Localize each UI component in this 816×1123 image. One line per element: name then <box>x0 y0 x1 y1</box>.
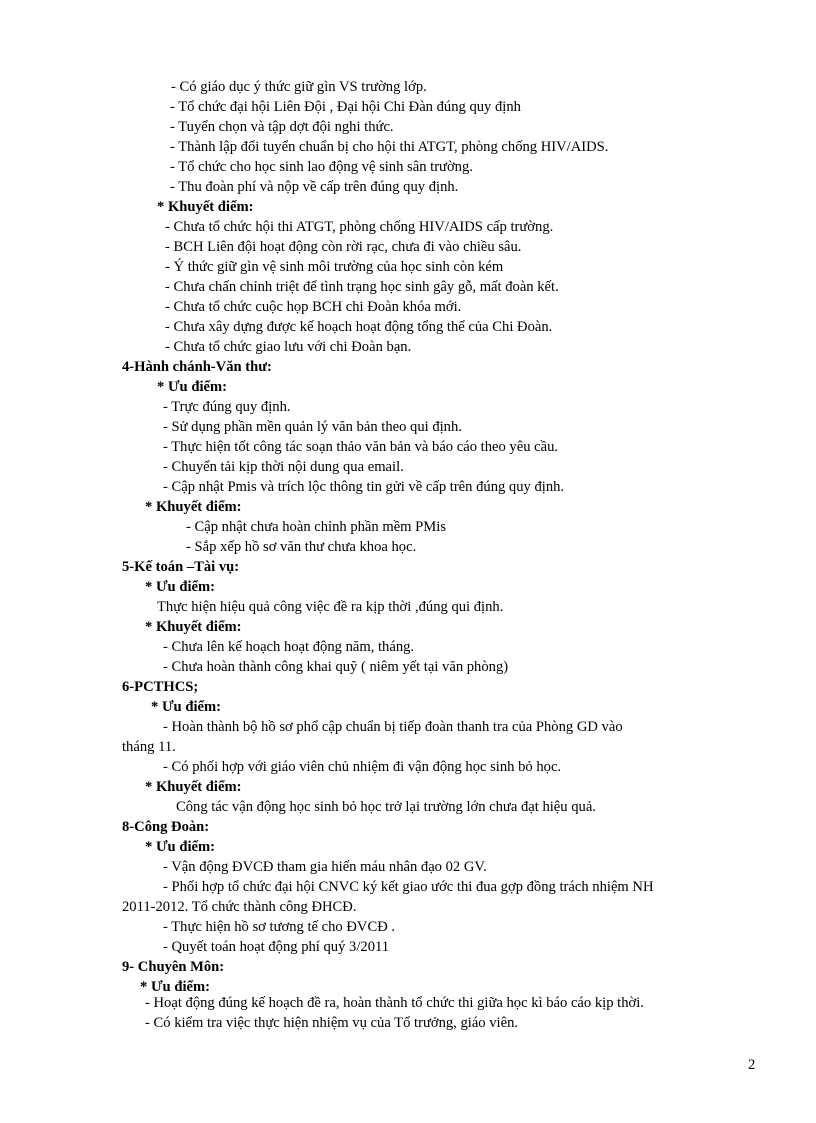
text-line: - Chưa xây dựng được kế hoạch hoạt động tổng thể của Chi Đoàn. <box>165 319 553 335</box>
text-line: - Chuyển tải kịp thời nội dung qua email. <box>163 459 404 475</box>
subheading-strength: * Ưu điểm: <box>140 979 210 995</box>
subheading-weakness: * Khuyết điểm: <box>145 779 242 795</box>
text-line: - Chưa chấn chỉnh triệt để tình trạng học sinh gây gỗ, mất đoàn kết. <box>165 279 559 295</box>
subheading-strength: * Ưu điểm: <box>157 379 227 395</box>
text-line: Thực hiện hiệu quả công việc đề ra kịp thời ,đúng qui định. <box>157 599 504 615</box>
text-line: - Vận động ĐVCĐ tham gia hiến máu nhân đạo 02 GV. <box>163 859 487 875</box>
text-line: - Có giáo dục ý thức giữ gìn VS trường lớp. <box>171 79 427 95</box>
text-line: - Thực hiện hồ sơ tương tế cho ĐVCĐ . <box>163 919 396 935</box>
subheading-strength: * Ưu điểm: <box>145 839 215 855</box>
page-number: 2 <box>748 1057 756 1073</box>
text-line: - Tổ chức đại hội Liên Đội , Đại hội Chi Đàn đúng quy định <box>170 99 521 115</box>
text-line: - Tổ chức cho học sinh lao động vệ sinh sân trường. <box>170 159 473 175</box>
text-line: - Thành lập đổi tuyển chuẩn bị cho hội thi ATGT, phòng chống HIV/AIDS. <box>170 139 609 155</box>
text-line: 2011-2012. Tổ chức thành công ĐHCĐ. <box>122 899 357 915</box>
text-line: - Chưa lên kế hoạch hoạt động năm, tháng. <box>163 639 415 655</box>
text-line: - Hoàn thành bộ hồ sơ phổ cập chuẩn bị tiếp đoàn thanh tra của Phòng GD vào <box>163 719 623 735</box>
text-line: - Chưa tổ chức giao lưu với chi Đoàn bạn. <box>165 339 412 355</box>
subheading-weakness: * Khuyết điểm: <box>145 499 242 515</box>
text-line: - Chưa tổ chức hội thi ATGT, phòng chống HIV/AIDS cấp trường. <box>165 219 554 235</box>
subheading-weakness: * Khuyết điểm: <box>157 199 254 215</box>
section-heading: 5-Kế toán –Tài vụ: <box>122 559 240 575</box>
section-heading: 6-PCTHCS; <box>122 679 199 695</box>
section-heading: 9- Chuyên Môn: <box>122 959 225 975</box>
subheading-strength: * Ưu điểm: <box>151 699 221 715</box>
text-line: - Trực đúng quy định. <box>163 399 291 415</box>
subheading-weakness: * Khuyết điểm: <box>145 619 242 635</box>
text-line: - Có phối hợp với giáo viên chủ nhiệm đi vận động học sinh bỏ học. <box>163 759 562 775</box>
text-line: - Quyết toán hoạt động phí quý 3/2011 <box>163 939 390 955</box>
text-line: tháng 11. <box>122 739 176 755</box>
text-line: - Có kiểm tra việc thực hiện nhiệm vụ của Tổ trưởng, giáo viên. <box>145 1015 519 1031</box>
text-line: - Ý thức giữ gìn vệ sinh môi trường của học sinh còn kém <box>165 259 504 275</box>
text-line: - Thu đoàn phí và nộp về cấp trên đúng quy định. <box>170 179 459 195</box>
section-heading: 8-Công Đoàn: <box>122 819 210 835</box>
text-line: - Chưa hoàn thành công khai quỹ ( niêm yết tại văn phòng) <box>163 659 509 675</box>
text-line: - BCH Liên đội hoạt động còn rời rạc, chưa đi vào chiều sâu. <box>165 239 522 255</box>
section-heading: 4-Hành chánh-Văn thư: <box>122 359 272 375</box>
text-line: Công tác vận động học sinh bỏ học trở lại trường lớn chưa đạt hiệu quả. <box>176 799 596 815</box>
text-line: - Thực hiện tốt công tác soạn thảo văn bản và báo cáo theo yêu cầu. <box>163 439 559 455</box>
text-line: - Sử dụng phần mền quản lý văn bản theo qui định. <box>163 419 462 435</box>
subheading-strength: * Ưu điểm: <box>145 579 215 595</box>
text-line: - Phối hợp tổ chức đại hội CNVC ký kết giao ước thi đua gợp đồng trách nhiệm NH <box>163 879 654 895</box>
text-line: - Tuyển chọn và tập dợt đội nghi thức. <box>170 119 394 135</box>
text-line: - Sắp xếp hồ sơ văn thư chưa khoa học. <box>186 539 417 555</box>
text-line: - Cập nhật chưa hoàn chỉnh phần mềm PMis <box>186 519 447 535</box>
text-line: - Chưa tổ chức cuộc họp BCH chi Đoàn khóa mới. <box>165 299 462 315</box>
text-line: - Hoạt động đúng kế hoạch đề ra, hoàn thành tổ chức thi giữa học kì báo cáo kịp thời. <box>145 995 644 1011</box>
text-line: - Cập nhật Pmis và trích lộc thông tin gửi về cấp trên đúng quy định. <box>163 479 565 495</box>
